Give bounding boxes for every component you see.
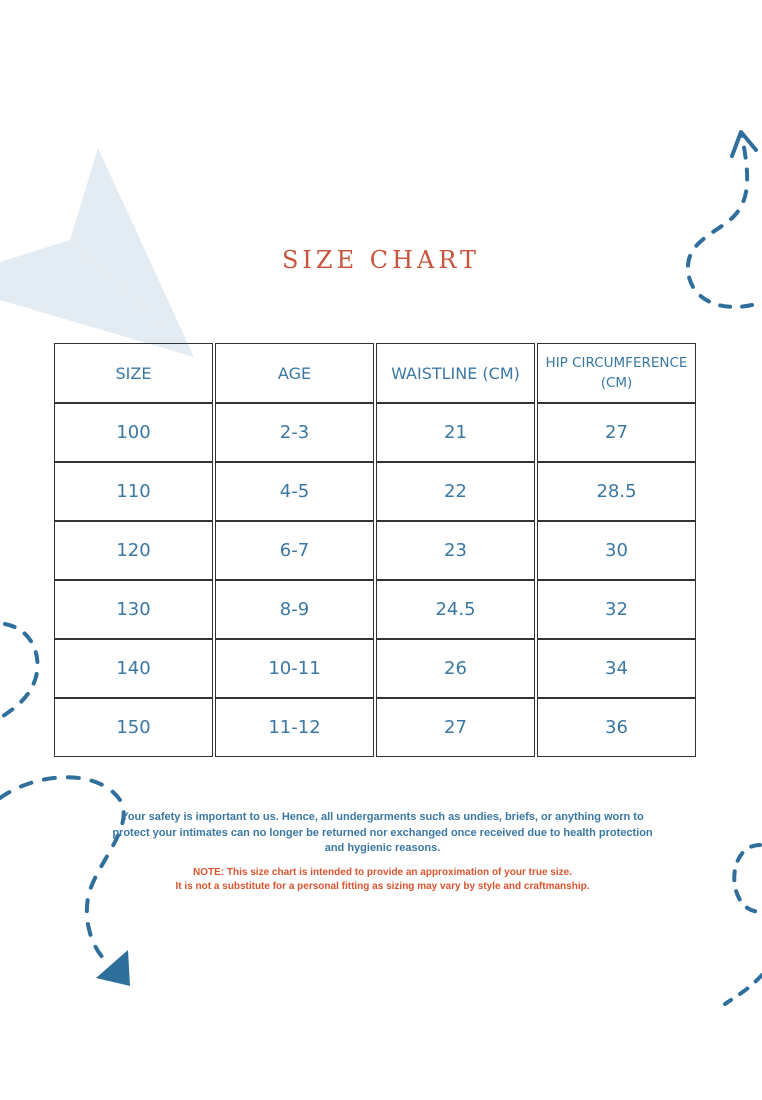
cell-waistline: 24.5 xyxy=(376,580,535,639)
cell-size: 120 xyxy=(54,521,213,580)
note-line-2: It is not a substitute for a personal fitting as sizing may vary by style and craftmanship. xyxy=(175,881,590,892)
cell-age: 11-12 xyxy=(215,698,374,757)
cell-hip: 36 xyxy=(537,698,696,757)
cell-waistline: 21 xyxy=(376,403,535,462)
cell-waistline: 27 xyxy=(376,698,535,757)
dashed-curve-right xyxy=(734,845,762,912)
size-note xyxy=(100,866,665,894)
size-chart-table xyxy=(52,343,698,757)
note-line-1: NOTE: This size chart is intended to provide an approximation of your true size. xyxy=(193,867,572,878)
cell-hip: 30 xyxy=(537,521,696,580)
header-waistline: WAISTLINE (CM) xyxy=(376,343,535,403)
cell-waistline: 22 xyxy=(376,462,535,521)
cell-hip: 27 xyxy=(537,403,696,462)
table-row xyxy=(54,639,696,698)
cell-age: 10-11 xyxy=(215,639,374,698)
cell-hip: 28.5 xyxy=(537,462,696,521)
cell-age: 6-7 xyxy=(215,521,374,580)
table-row xyxy=(54,580,696,639)
table-row xyxy=(54,403,696,462)
dashed-line-right-corner xyxy=(725,975,762,1004)
safety-notice: Your safety is important to us. Hence, all undergarments such as undies, briefs, or anything worn to protect your intimates can no longer be returned nor exchanged once received due to health protection and hygienic reasons. xyxy=(112,811,653,854)
table-header-row xyxy=(54,343,696,403)
table-row xyxy=(54,462,696,521)
arrowhead-bottom-left xyxy=(96,950,130,986)
cell-size: 130 xyxy=(54,580,213,639)
cell-size: 100 xyxy=(54,403,213,462)
cell-hip: 32 xyxy=(537,580,696,639)
header-hip-circumference: HIP CIRCUMFERENCE (CM) xyxy=(537,343,696,403)
cell-hip: 34 xyxy=(537,639,696,698)
cell-age: 8-9 xyxy=(215,580,374,639)
cell-size: 110 xyxy=(54,462,213,521)
dashed-arrow-top-right xyxy=(688,135,752,307)
page-title: SIZE CHART xyxy=(281,246,481,274)
header-age: AGE xyxy=(215,343,374,403)
table-row xyxy=(54,698,696,757)
cell-age: 2-3 xyxy=(215,403,374,462)
cell-size: 150 xyxy=(54,698,213,757)
cell-size: 140 xyxy=(54,639,213,698)
cell-waistline: 26 xyxy=(376,639,535,698)
cell-age: 4-5 xyxy=(215,462,374,521)
cell-waistline: 23 xyxy=(376,521,535,580)
arrowhead-top-right xyxy=(732,132,756,156)
header-size: SIZE xyxy=(54,343,213,403)
table-row xyxy=(54,521,696,580)
dashed-curve-left xyxy=(0,624,37,718)
